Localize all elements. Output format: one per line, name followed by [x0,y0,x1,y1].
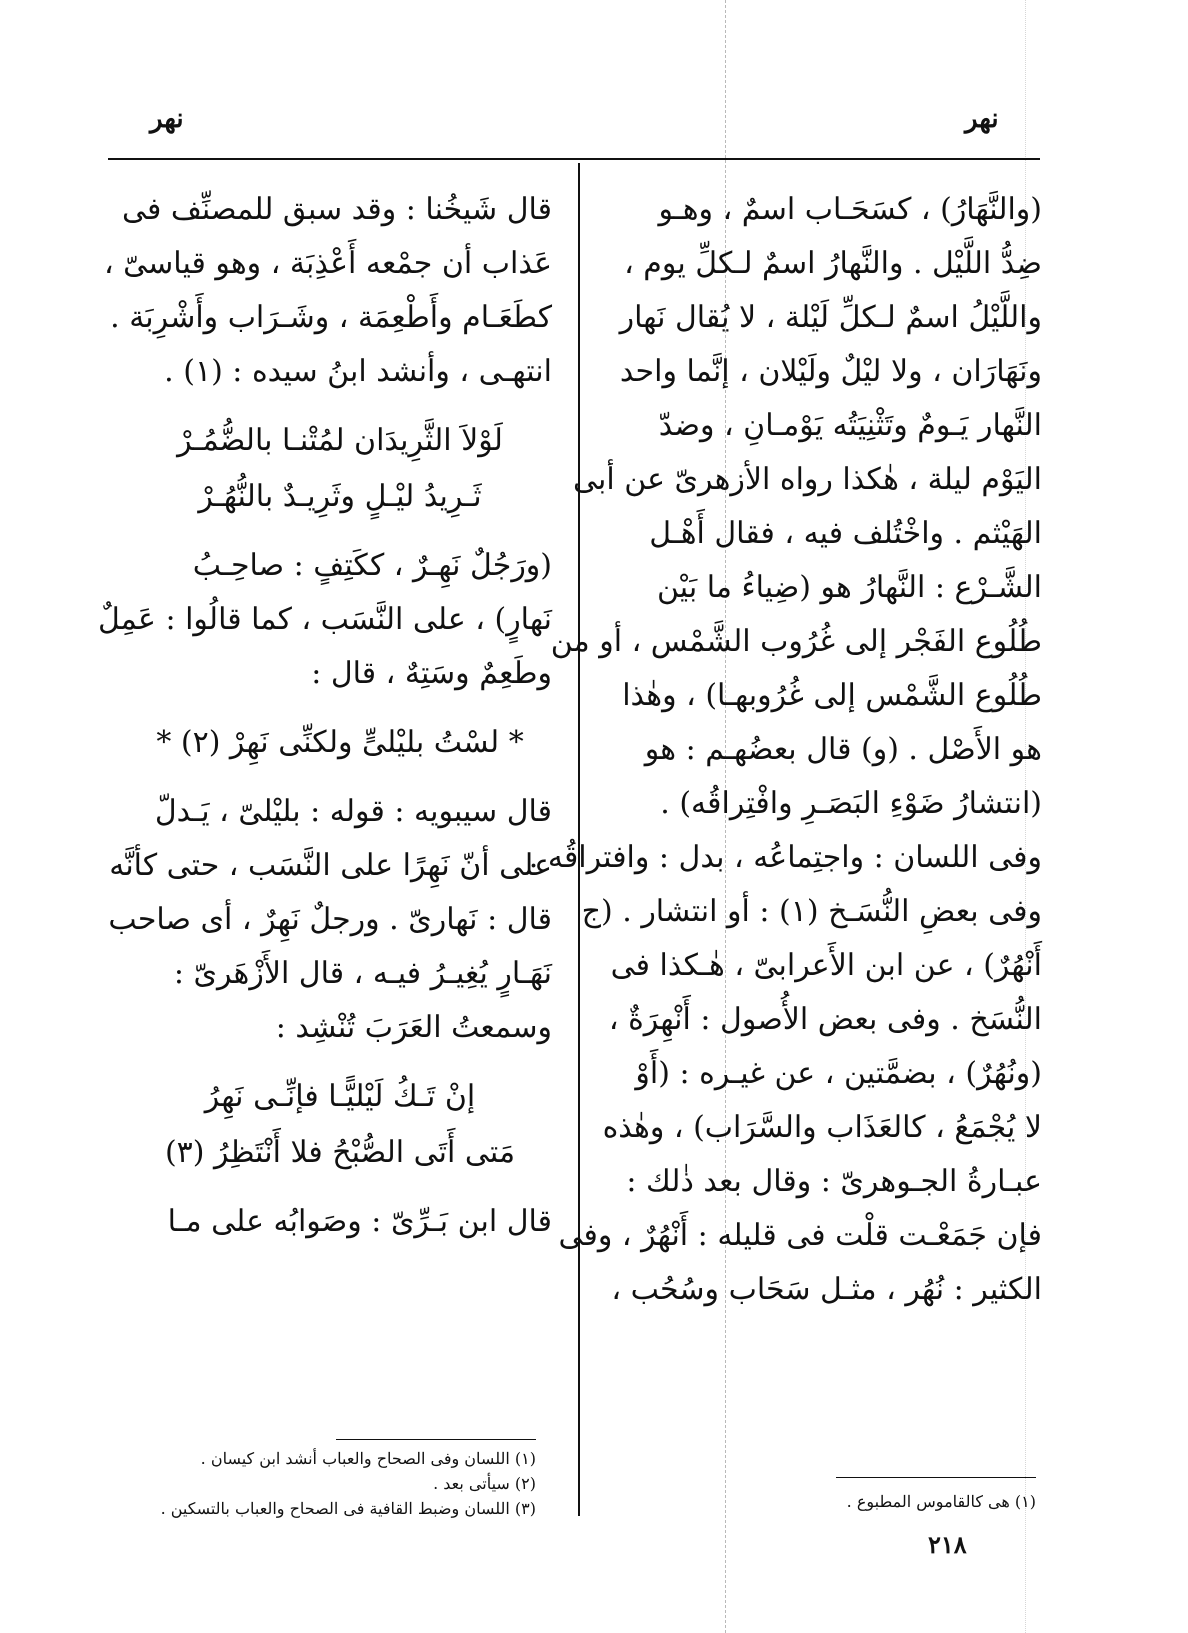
text-line: الهَيْثم . واخْتُلف فيه ، فقال أَهْـل [649,516,1042,551]
text-line: (انتشارُ ضَوْءِ البَصَـرِ وافْتِراقُه) . [660,786,1042,821]
text-line: كطَعَـام وأَطْعِمَة ، وشَـرَاب وأَشْرِبَة . [110,300,552,335]
text-line: وفى بعضِ النُّسَـخ (١) : أو انتشار . (ج [581,894,1042,929]
spacer [128,771,552,785]
text-line: الكثير : نُهُر ، مثـل سَحَاب وسُحُب ، [611,1272,1042,1307]
spacer [128,525,552,539]
text-line: وفى اللسان : واجتِماعُه ، بدل : وافتراقُه . [528,840,1042,875]
text-line: النُّسَخ . وفى بعض الأُصول : أَنْهِرَةٌ ، [608,1002,1042,1037]
footnote-rule [336,1439,536,1440]
text-line: هو الأَصْل . (و) قال بعضُهـم : هو [644,732,1042,767]
text-line: الشَّـرْع : النَّهارُ هو (ضِياءُ ما بَيْن [656,570,1042,605]
text-line: نَهارٍ) ، على النَّسَب ، كما قالُوا : عَمِلٌ [97,602,552,637]
text-line: واللَّيْلُ اسمٌ لـكلِّ لَيْلة ، لا يُقال نَهار [619,300,1042,335]
text-line: وطَعِمٌ وسَتِهٌ ، قال : [311,656,552,691]
text-line: طُلُوع الفَجْر إلى غُرُوب الشَّمْس ، أو من [550,624,1042,659]
text-line: أَنْهُرٌ) ، عن ابن الأَعرابىّ ، هٰـكذا فى [610,948,1042,983]
running-header-right: نهر [965,104,999,134]
right-footnotes [780,1489,1036,1514]
verse-line: ثَـرِيدُ ليْـلٍ وثَرِيـدٌ بالنُّهُـرْ [198,479,482,514]
text-line: قال ابن بَـرِّىّ : وصَوابُه على مـا [167,1204,552,1239]
spacer [128,701,552,715]
text-line: وسمعتُ العَرَبَ تُنْشِد : [275,1010,552,1045]
footnote: (١) هى كالقاموس المطبوع . [846,1492,1036,1511]
text-line: ضِدُّ اللَّيْل . والنَّهارُ اسمٌ لـكلِّ يوم ، [624,246,1042,281]
text-line: عَذاب أن جمْعه أَعْذِبَة ، وهو قياسىّ ، [103,246,552,281]
verse-line: لَوْلاَ الثَّرِيدَان لمُتْنـا بالضُّمُـرْ [177,423,503,458]
text-line: (والنَّهَارُ) ، كسَحَـاب اسمٌ ، وهـو [658,192,1042,227]
text-line: اليَوْم ليلة ، هٰكذا رواه الأزهرىّ عن أبى [573,462,1042,497]
text-line: النَّهار يَـومٌ وتَثْنِيَتُه يَوْمـانِ ، وضدّ [658,408,1042,443]
text-line: عبـارةُ الجـوهرىّ : وقال بعد ذٰلك : [626,1164,1042,1199]
footnote: (٢) سيأتى بعد . [433,1474,536,1493]
right-column [528,183,1042,1317]
verse-line: إنْ تَـكُ لَيْليًّـا فإنِّـى نَهِرُ [204,1079,476,1114]
spacer [128,1055,552,1069]
spacer [128,1181,552,1195]
text-line: ونَهَارَان ، ولا ليْلٌ ولَيْلان ، إنَّما واحد [619,354,1042,389]
left-column [97,183,552,1249]
verse-line: مَتى أَتَى الصُّبْحُ فلا أَنْتَظِرُ (٣) [164,1135,516,1170]
text-line: انتهـى ، وأنشد ابنُ سيده : (١) . [164,354,552,389]
footnote: (٣) اللسان وضبط القافية فى الصحاح والعباب بالتسكين . [160,1499,536,1518]
text-line: طُلُوع الشَّمْس إلى غُرُوبهـا) ، وهٰذا [622,678,1042,713]
footnote-rule [836,1477,1036,1478]
text-line: نَهَـارٍ يُغِيـرُ فيـه ، قال الأَزْهَرىّ : [173,956,552,991]
spacer [128,399,552,413]
text-line: قال شَيخُنا : وقد سبق للمصنِّف فى [121,192,552,227]
text-line: فإن جَمَعْـت قلْت فى قليله : أَنْهُرٌ ، وفى [558,1218,1042,1253]
header-rule [108,158,1040,160]
text-line: قال : نَهارىّ . ورجلٌ نَهِرٌ ، أى صاحب [108,902,552,937]
footnote: (١) اللسان وفى الصحاح والعباب أنشد ابن كيسان . [200,1449,536,1468]
text-line: لا يُجْمَعُ ، كالعَذَاب والسَّرَاب) ، وهٰذه [602,1110,1042,1145]
text-line: قال سيبويه : قوله : بليْلىّ ، يَـدلّ [154,794,552,829]
verse-line: * لسْتُ بليْلىٍّ ولكنِّى نَهِرْ (٢) * [156,725,524,760]
text-line: (ونُهُرٌ) ، بضمَّتين ، عن غيـره : (أَوْ [635,1056,1042,1091]
page-number: ٢١٨ [928,1530,967,1559]
text-line: على أنّ نَهِرًا على النَّسَب ، حتى كأنَّه [109,848,552,883]
running-header-left: نهر [150,104,184,134]
text-line: (ورَجُلٌ نَهِـرٌ ، ككَتِفٍ : صاحِـبُ [192,548,552,583]
left-footnotes [128,1446,536,1521]
